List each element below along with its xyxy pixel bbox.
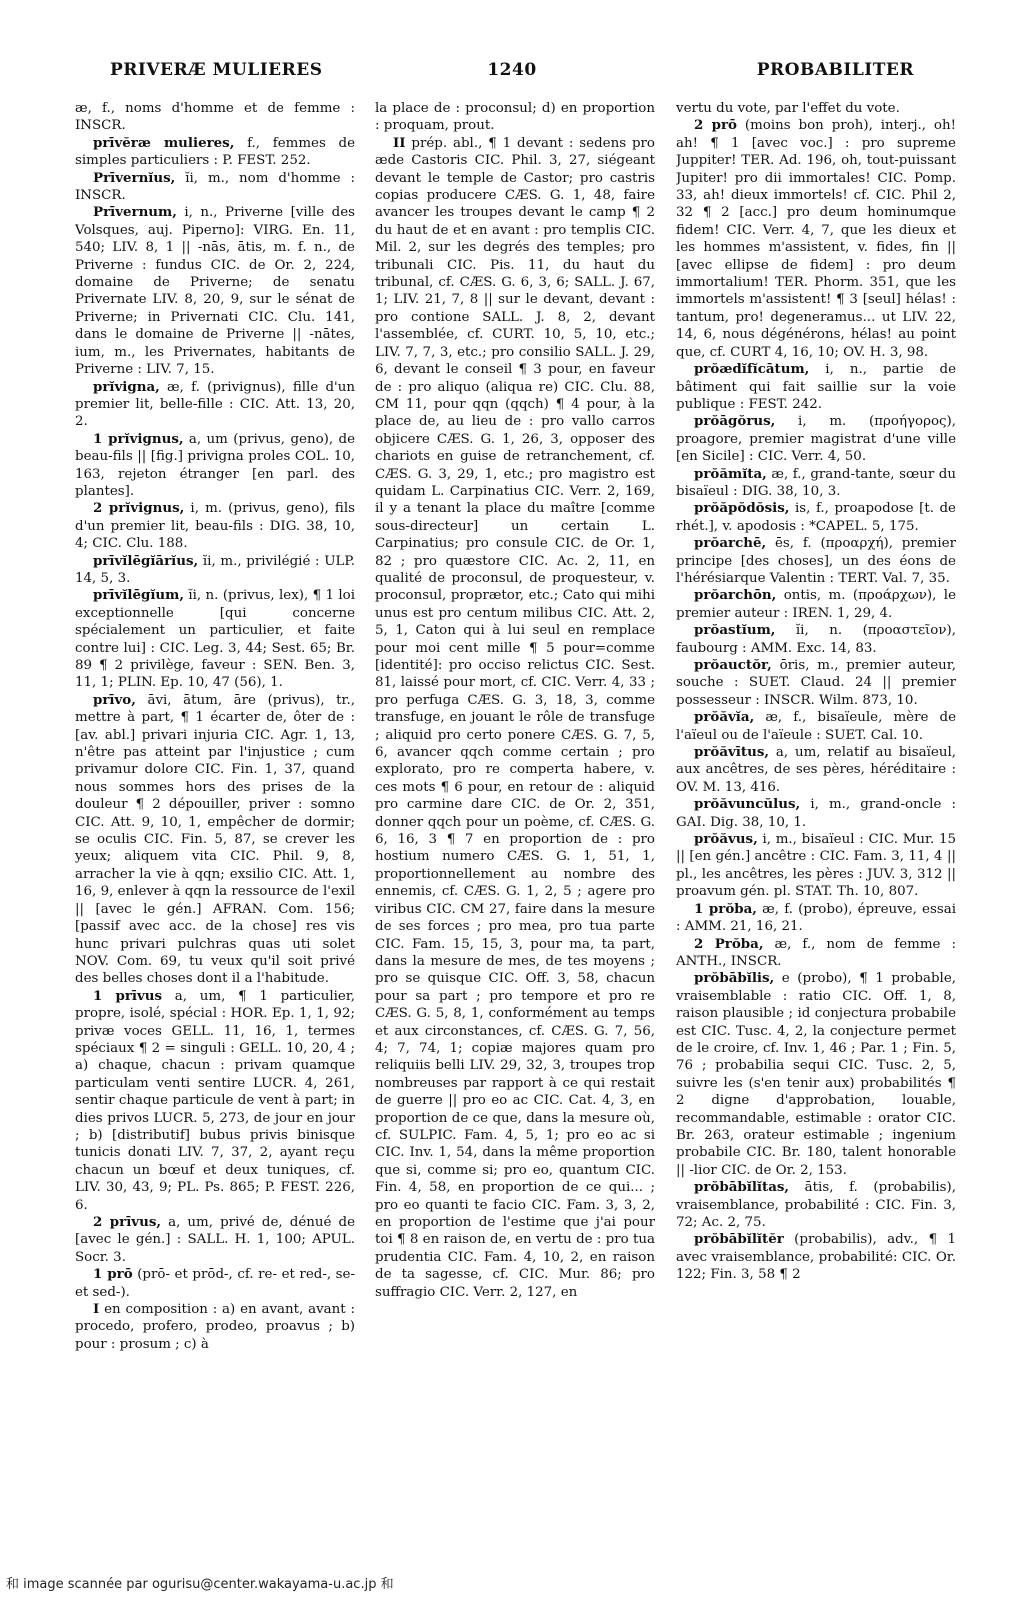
entry-definition: ōris, m., premier auteur, souche : SUET. Claud. 24 || premier possesseur : INSCR. Wilm. 873, 10.	[676, 658, 956, 708]
dictionary-entry	[75, 379, 355, 431]
entry-headword: prŏbābĭlĭtas,	[694, 1179, 790, 1196]
entry-headword: 2 prō	[694, 117, 737, 134]
entry-definition: vertu du vote, par l'effet du vote.	[676, 101, 900, 116]
entry-definition: æ, f. (probo), épreuve, essai : AMM. 21, 16, 21.	[676, 901, 956, 935]
dictionary-entry	[75, 204, 355, 378]
dictionary-entry	[676, 100, 956, 117]
dictionary-entry	[75, 431, 355, 501]
entry-headword: prŏædĭfĭcātum,	[694, 361, 810, 378]
scan-credit: 和 image scannée par ogurisu@center.wakayama-u.ac.jp 和	[6, 1577, 394, 1592]
entry-headword: prīvĭlēgĭārĭus,	[93, 552, 199, 569]
entry-definition: ĭi, n. (privus, lex), ¶ 1 loi exceptionnelle [qui concerne spécialement un particulier, et faite contre lui] : CIC. Leg. 3, 44; Sest. 65; Br. 89 ¶ 2 privilège, faveur : SEN. Ben. 3, 11, 1; PLIN. Ep. 10, 47 (56), 1.	[75, 588, 355, 691]
dictionary-entry	[75, 135, 355, 170]
entry-headword: 2 Prŏba,	[694, 935, 764, 952]
entry-definition: a, um, relatif au bisaïeul, aux ancêtres, de ses pères, héréditaire : OV. M. 13, 416.	[676, 745, 956, 795]
entry-headword: Prīvernum,	[93, 204, 177, 221]
dictionary-entry	[676, 709, 956, 744]
entry-definition: āvi, ātum, āre (privus), tr., mettre à part, ¶ 1 écarter de, ôter de : [av. abl.] privari injuria CIC. Agr. 1, 13, n'être pas atteint par l'injustice ; cum privamur dolore CIC. Fin. 1, 37, quand nous sommes hors des prises de la douleur ¶ 2 dépouiller, priver : somno CIC. Att. 9, 10, 1, empêcher de dormir; se oculis CIC. Fin. 5, 87, se crever les yeux; aliquem vita CIC. Phil. 9, 8, arracher la vie à qqn; exsilio CIC. Att. 1, 16, 9, enlever à qqn la ressource de l'exil || [avec le gén.] AFRAN. Com. 156; [passif avec acc. de la chose] res vis hunc privari pulchras quas uti solet NOV. Com. 69, tu veux qu'il soit privé des belles choses dont il a l'habitude.	[75, 692, 355, 987]
dictionary-entry	[676, 657, 956, 709]
entry-headword: 1 prīvus	[93, 987, 163, 1004]
entry-definition: æ, f., grand-tante, sœur du bisaïeul : DIG. 38, 10, 3.	[676, 466, 956, 499]
entry-headword: prīvĭlēgĭum,	[93, 587, 184, 604]
dictionary-entry	[75, 553, 355, 588]
entry-definition: i, n., Priverne [ville des Volsques, auj. Piperno]: VIRG. En. 11, 540; LIV. 8, 1 || -nās, ātis, m. f. n., de Priverne : fundus CIC. de Or. 2, 224, domaine de Priverne; de senatu Privernate LIV. 8, 20, 9, sur le sénat de Priverne; in Privernati CIC. Clu. 141, dans le domaine de Priverne || -nātes, ium, m., les Privernates, habitants de Priverne : LIV. 7, 15.	[75, 205, 355, 378]
entry-definition: æ, f., nom de femme : ANTH., INSCR.	[676, 936, 956, 969]
entry-headword: Prīvernĭus,	[93, 169, 176, 186]
entry-definition: a, um, privé de, dénué de [avec le gén.] : SALL. H. 1, 100; APUL. Socr. 3.	[75, 1215, 355, 1265]
entry-definition: i, n., partie de bâtiment qui fait saillie sur la voie publique : FEST. 242.	[676, 362, 956, 412]
entry-headword: prŏăvītus,	[694, 744, 770, 761]
dictionary-entry	[75, 100, 355, 135]
entry-headword: prŏăvĭa,	[694, 709, 755, 726]
entry-headword: prĭvigna,	[93, 378, 160, 395]
dictionary-entry	[75, 692, 355, 988]
dictionary-entry	[75, 1301, 355, 1353]
entry-headword: prŏăpŏdŏsis,	[694, 500, 790, 517]
entry-headword: I	[93, 1301, 100, 1318]
entry-definition: æ, f., bisaïeule, mère de l'aïeul ou de l'aïeule : SUET. Cal. 10.	[676, 710, 956, 743]
entry-headword: prŏarchōn,	[694, 587, 777, 604]
dictionary-entry	[375, 135, 655, 1301]
entry-headword: prŏbābĭlis,	[694, 970, 775, 987]
entry-headword: 1 prŏba,	[694, 900, 757, 917]
dictionary-entry	[676, 1231, 956, 1283]
entry-definition: ātis, f. (probabilis), vraisemblance, probabilité : CIC. Fin. 3, 72; Ac. 2, 75.	[676, 1180, 956, 1230]
entry-headword: II	[393, 134, 406, 151]
entry-definition: en composition : a) en avant, avant : procedo, profero, prodeo, proavus ; b) pour : prosum ; c) à	[75, 1302, 355, 1352]
entry-headword: 1 prĭvignus,	[93, 430, 184, 447]
dictionary-entry	[676, 970, 956, 1179]
dictionary-entry	[75, 988, 355, 1214]
entry-definition: i, m., bisaïeul : CIC. Mur. 15 || [en gén.] ancêtre : CIC. Fam. 3, 11, 4 || pl., les ancêtres, les pères : JUV. 3, 312 || proavum gén. pl. STAT. Th. 10, 807.	[676, 832, 956, 900]
column-2	[375, 100, 655, 1540]
entry-definition: a, um (privus, geno), de beau-fils || [fig.] privigna proles COL. 10, 163, rejeton étranger [en parl. des plantes].	[75, 431, 355, 499]
dictionary-entry	[75, 170, 355, 205]
dictionary-entry	[676, 796, 956, 831]
entry-headword: prīvo,	[93, 691, 136, 708]
dictionary-entry	[676, 622, 956, 657]
dictionary-entry	[676, 901, 956, 936]
entry-headword: prŏbābĭlĭtĕr	[694, 1231, 784, 1248]
page-header	[110, 60, 914, 90]
entry-headword: prŏămĭta,	[694, 465, 767, 482]
entry-headword: prīvĕræ mulieres,	[93, 134, 235, 151]
dictionary-entry	[676, 831, 956, 901]
entry-definition: ĭi, n. (προαστεῖον), faubourg : AMM. Exc. 14, 83.	[676, 623, 956, 656]
dictionary-entry	[676, 744, 956, 796]
entry-headword: prŏāgŏrus,	[694, 413, 776, 430]
entry-headword: prŏăvuncŭlus,	[694, 796, 801, 813]
header-right-guideword: PROBABILITER	[756, 60, 914, 80]
entry-definition: is, f., proapodose [t. de rhét.], v. apodosis : *CAPEL. 5, 175.	[676, 501, 956, 534]
entry-definition: (prō- et prōd-, cf. re- et red-, se- et sed-).	[75, 1267, 355, 1300]
entry-headword: prŏarchē,	[694, 535, 767, 552]
entry-definition: ĭi, m., nom d'homme : INSCR.	[75, 170, 355, 204]
page-number: 1240	[487, 60, 537, 80]
dictionary-entry	[676, 117, 956, 361]
dictionary-entry	[75, 587, 355, 691]
entry-definition: e (probo), ¶ 1 probable, vraisemblable : ratio CIC. Off. 1, 8, raison plausible ; id conjectura probabile est CIC. Tusc. 4, 2, la conjecture permet de le croire, cf. Inv. 1, 46 ; Par. 1 ; Fin. 5, 76 ; probabilia sequi CIC. Tusc. 2, 5, suivre les (s'en tenir aux) probabilités ¶ 2 digne d'approbation, louable, recommandable, estimable : orator CIC. Br. 263, orateur estimable ; ingenium probabile CIC. Br. 180, talent honorable || -lior CIC. de Or. 2, 153.	[676, 971, 956, 1178]
column-3	[676, 100, 956, 1540]
dictionary-entry	[676, 936, 956, 971]
dictionary-entry	[676, 413, 956, 465]
entry-definition: (probabilis), adv., ¶ 1 avec vraisemblance, probabilité: CIC. Or. 122; Fin. 3, 58 ¶ 2	[676, 1232, 956, 1283]
entry-definition: ĭi, m., privilégié : ULP. 14, 5, 3.	[75, 553, 355, 586]
dictionary-entry	[676, 535, 956, 587]
entry-definition: la place de : proconsul; d) en proportion : proquam, prout.	[375, 101, 655, 134]
dictionary-entry	[676, 587, 956, 622]
entry-headword: prŏauctŏr,	[694, 657, 772, 673]
entry-definition: i, m., grand-oncle : GAI. Dig. 38, 10, 1.	[676, 797, 956, 830]
entry-definition: (moins bon proh), interj., oh! ah! ¶ 1 [avec voc.] : pro supreme Juppiter! TER. Ad. 196, oh, tout-puissant Jupiter! pro dii immortales! CIC. Pomp. 33, ah! dieux immortels! cf. CIC. Phil 2, 32 ¶ 2 [acc.] pro deum hominumque fidem! CIC. Verr. 4, 7, que les dieux et les hommes m'assistent, v. fides, fin || [avec ellipse de fidem] : pro deum immortalium! TER. Phorm. 351, que les immortels m'assistent! ¶ 3 [seul] hélas! : tantum, pro! degeneramus... ut LIV. 22, 14, 6, nous dégénérons, hélas! au point que, cf. CURT 4, 16, 10; OV. H. 3, 98.	[676, 118, 956, 360]
dictionary-entry	[375, 100, 655, 135]
dictionary-entry	[676, 500, 956, 535]
entry-headword: prŏăvus,	[694, 831, 758, 848]
dictionary-entry	[676, 1179, 956, 1231]
dictionary-entry	[75, 1266, 355, 1301]
entry-definition: f., femmes de simples particuliers : P. FEST. 252.	[75, 135, 355, 169]
entry-definition: æ, f., noms d'homme et de femme : INSCR.	[75, 101, 355, 134]
entry-definition: æ, f. (privignus), fille d'un premier lit, belle-fille : CIC. Att. 13, 20, 2.	[75, 379, 355, 430]
dictionary-entry	[75, 1214, 355, 1266]
entry-definition: a, um, ¶ 1 particulier, propre, isolé, spécial : HOR. Ep. 1, 1, 92; privæ voces GELL. 11, 16, 1, termes spéciaux ¶ 2 = singuli : GELL. 10, 20, 4 ; a) chaque, chacun : privam quamque particulam venti sentire LUCR. 4, 261, sentir chaque particule de vent à part; in dies privos LUCR. 5, 273, de jour en jour ; b) [distributif] bubus privis binisque tunicis donati LIV. 7, 37, 2, ayant reçu chacun un bœuf et deux tuniques, cf. LIV. 30, 43, 9; PL. Ps. 865; P. FEST. 226, 6.	[75, 988, 355, 1213]
entry-definition: ontis, m. (προάρχων), le premier auteur : IREN. 1, 29, 4.	[676, 588, 956, 621]
entry-definition: prép. abl., ¶ 1 devant : sedens pro æde Castoris CIC. Phil. 3, 27, siégeant devant le temple de Castor; pro castris copias producere CÆS. G. 1, 48, faire avancer les troupes devant le camp ¶ 2 du haut de et en avant : pro templis CIC. Mil. 2, sur les degrés des temples; pro tribunali CIC. Pis. 11, du haut du tribunal, cf. CÆS. G. 6, 3, 6; SALL. J. 67, 1; LIV. 21, 7, 8 || sur le devant, devant : pro contione SALL. J. 8, 2, devant l'assemblée, cf. CURT. 10, 5, 10, etc.; LIV. 7, 7, 3, etc.; pro consilio SALL. J. 29, 6, devant le conseil ¶ 3 pour, en faveur de : pro aliquo (aliqua re) CIC. Clu. 88, CM 11, pour qqn (qqch) ¶ 4 pour, à la place de, au lieu de : pro vallo carros objicere CÆS. G. 1, 26, 3, opposer des chariots en guise de retranchement, cf. CÆS. G. 3, 29, 1, etc.; pro magistro est quidam L. Carpinatius CIC. Verr. 2, 169, il y a tenant la place du maître [comme sous-directeur] un certain L. Carpinatius; pro consule CIC. de Or. 1, 82 ; pro quæstore CIC. Ac. 2, 11, en qualité de proconsul, de proquesteur, v. proconsul, proprætor, etc.; Cato qui mihi unus est pro centum milibus CIC. Att. 2, 5, 1, Caton qui à lui seul en remplace pour moi cent mille ¶ 5 pour=comme [identité]: pro occiso relictus CIC. Sest. 81, laissé pour mort, cf. CIC. Verr. 4, 33 ; pro perfuga CÆS. G. 3, 18, 3, comme transfuge, en jouant le rôle de transfuge ; aliquid pro certo ponere CÆS. G. 7, 5, 6, avancer qqch comme certain ; pro explorato, pro re comperta habere, v. ces mots ¶ 6 pour, en retour de : aliquid pro carmine dare CIC. de Or. 2, 351, donner qqch pour un poème, cf. CÆS. G. 6, 16, 3 ¶ 7 en proportion de : pro hostium numero CÆS. G. 1, 51, 1, proportionnellement au nombre des ennemis, cf. CÆS. G. 1, 2, 5 ; agere pro viribus CIC. CM 27, faire dans la mesure de ses forces ; pro mea, pro tua parte CIC. Fam. 15, 15, 3, pour ma, ta part, dans la mesure de mes, de tes moyens ; pro se quisque CIC. Off. 3, 58, chacun pour sa part ; pro tempore et pro re CÆS. G. 5, 8, 1, conformément au temps et aux circonstances, cf. CÆS. G. 7, 56, 4; 7, 74, 1; copiæ majores quam pro reliquiis belli LIV. 29, 32, 3, troupes trop nombreuses par rapport à ce qui restait de guerre || pro eo ac CIC. Cat. 4, 3, en proportion de ce que, dans la mesure où, cf. SULPIC. Fam. 4, 5, 1; pro eo ac si CIC. Inv. 1, 54, dans la même proportion que si, comme si; pro eo, quantum CIC. Fin. 4, 58, en proportion de ce qui... ; pro eo quanti te facio CIC. Fam. 3, 3, 2, en proportion de l'estime que j'ai pour toi ¶ 8 en raison de, en vertu de : pro tua prudentia CIC. Fam. 4, 10, 2, en raison de ta sagesse, cf. CIC. Mur. 86; pro suffragio CIC. Verr. 2, 127, en	[375, 135, 655, 1300]
column-1	[75, 100, 355, 1540]
entry-definition: ēs, f. (προαρχή), premier principe [des choses], un des éons de l'hérésiarque Valentin : TERT. Val. 7, 35.	[676, 536, 956, 586]
entry-headword: 2 prīvus,	[93, 1214, 162, 1230]
dictionary-entry	[676, 361, 956, 413]
entry-headword: 2 prĭvignus,	[93, 500, 185, 517]
dictionary-entry	[75, 500, 355, 552]
header-left-guideword: PRIVERÆ MULIERES	[110, 60, 323, 80]
entry-definition: i, m. (privus, geno), fils d'un premier lit, beau-fils : DIG. 38, 10, 4; CIC. Clu. 188.	[75, 501, 355, 552]
entry-headword: 1 prō	[93, 1266, 133, 1283]
entry-headword: prŏastĭum,	[694, 622, 776, 639]
entry-definition: i, m. (προήγορος), proagore, premier magistrat d'une ville [en Sicile] : CIC. Verr. 4, 50.	[676, 414, 956, 465]
dictionary-entry	[676, 466, 956, 501]
